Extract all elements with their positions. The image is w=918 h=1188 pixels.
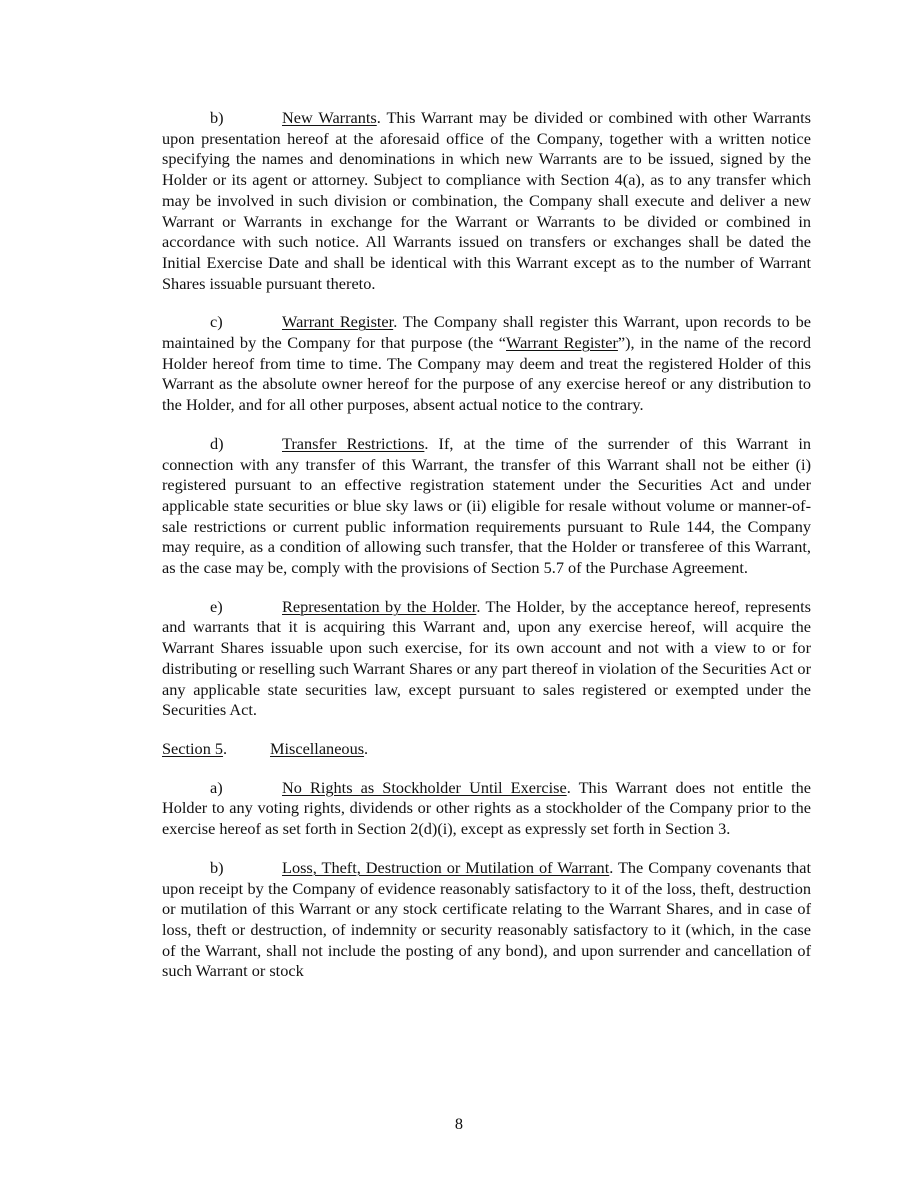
paragraph-text: . If, at the time of the surrender of this Warrant in connection with any transfer of this Warrant, the transfer of this Warrant shall not be either (i) registered pursuant to an effective registration statement under the Securities Act and under applicable state securities or blue sky laws or (ii) eligible for resale without volume or manner-of-sale restrictions or current public information requirements pursuant to Rule 144, the Company may require, as a condition of allowing such transfer, that the Holder or transferee of this Warrant, as the case may be, comply with the provisions of Section 5.7 of the Purchase Agreement. [162, 433, 811, 578]
paragraph-no-rights [162, 778, 811, 840]
paragraph-text: . The Company shall register this Warrant, upon records to be maintained by the Company for that purpose (the “ [162, 312, 811, 353]
paragraph-text: . This Warrant may be divided or combined with other Warrants upon presentation hereof at the aforesaid office of the Company, together with a written notice specifying the names and denominations in which new Warrants are to be issued, signed by the Holder or its agent or attorney. Subject to compliance with Section 4(a), as to any transfer which may be involved in such division or combination, the Company shall execute and deliver a new Warrant or Warrants in exchange for the Warrant or Warrants to be divided or combined in accordance with such notice. All Warrants issued on transfers or exchanges shall be dated the Initial Exercise Date and shall be identical with this Warrant except as to the number of Warrant Shares issuable pursuant thereto. [162, 108, 811, 293]
section-title-suffix: . [364, 738, 369, 758]
paragraph-representation [162, 597, 811, 721]
paragraph-heading: No Rights as Stockholder Until Exercise [282, 777, 567, 797]
paragraph-heading: New Warrants [282, 108, 377, 127]
paragraph-text: . This Warrant does not entitle the Holder to any voting rights, dividends or other rights as a stockholder of the Company prior to the exercise hereof as set forth in Section 2(d)(i), except as expressly set forth in Section 3. [162, 777, 811, 839]
paragraph-label: d) [210, 433, 224, 453]
paragraph-text: . The Company covenants that upon receipt by the Company of evidence reasonably satisfactory to it of the loss, theft, destruction or mutilation of this Warrant or any stock certificate relating to the Warrant Shares, and in case of loss, theft or destruction, of indemnity or security reasonably satisfactory to it (which, in the case of the Warrant, shall not include the posting of any bond), and upon surrender and cancellation of such Warrant or stock [162, 857, 811, 981]
paragraph-heading: Representation by the Holder [282, 596, 477, 616]
paragraph-new-warrants [162, 108, 811, 294]
paragraph-text: . The Holder, by the acceptance hereof, represents and warrants that it is acquiring this Warrant and, upon any exercise hereof, will acquire the Warrant Shares issuable upon such exercise, for its own account and not with a view to or for distributing or reselling such Warrant Shares or any part thereof in violation of the Securities Act or any applicable state securities law, except pursuant to sales registered or exempted under the Securities Act. [162, 596, 811, 720]
paragraph-heading: Warrant Register [282, 312, 394, 332]
document-page [162, 108, 811, 1000]
section-title: Miscellaneous [270, 738, 365, 758]
section-heading [162, 739, 811, 760]
paragraph-text: ”), in the name of the record Holder hereof from time to time. The Company may deem and treat the registered Holder of this Warrant as the absolute owner hereof for the purpose of any exercise hereof or any distribution to the Holder, and for all other purposes, absent actual notice to the contrary. [162, 333, 811, 415]
paragraph-warrant-register [162, 312, 811, 416]
paragraph-label: b) [210, 857, 224, 877]
section-number-suffix: . [223, 738, 228, 758]
section-label-wrap [162, 739, 270, 760]
paragraph-label: a) [210, 777, 223, 797]
paragraph-transfer-restrictions [162, 434, 811, 579]
page-number: 8 [454, 1114, 464, 1133]
section-number: Section 5 [162, 738, 224, 758]
defined-term: Warrant Register [506, 333, 618, 353]
paragraph-label: e) [210, 596, 223, 616]
paragraph-label: b) [210, 108, 224, 127]
paragraph-label: c) [210, 312, 223, 332]
paragraph-loss-theft [162, 858, 811, 982]
paragraph-heading: Transfer Restrictions [282, 433, 425, 453]
paragraph-heading: Loss, Theft, Destruction or Mutilation of Warrant [282, 857, 610, 877]
